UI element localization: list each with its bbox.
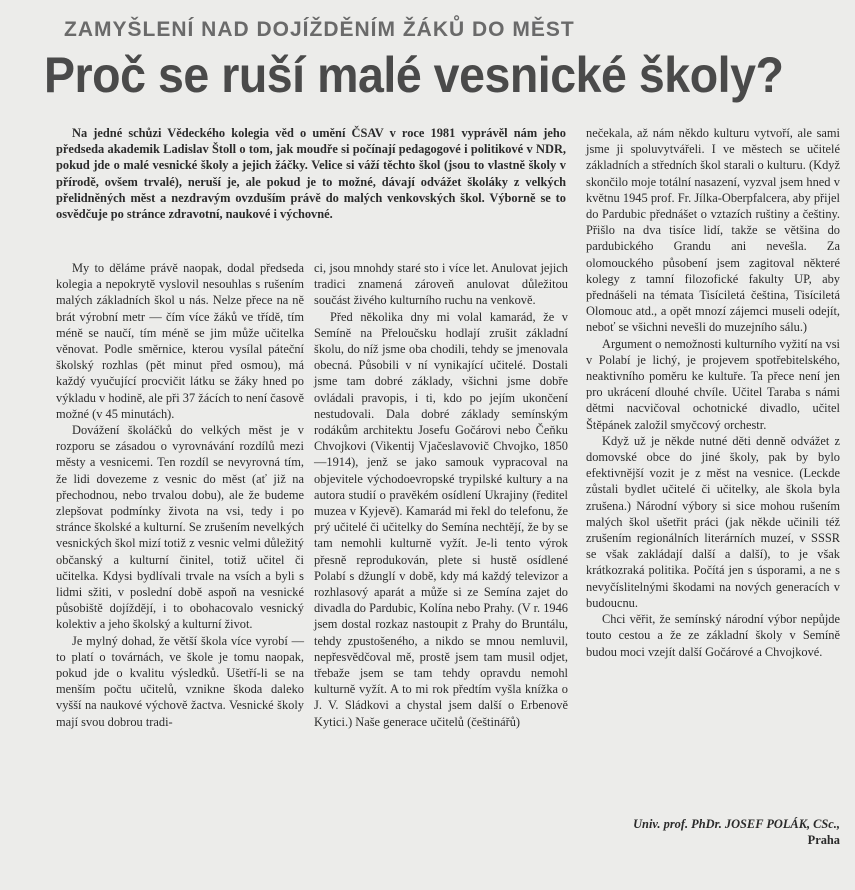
- paragraph: Argument o nemožnosti kulturního vyžití na vsi v Polabí je lichý, je projevem spotřebitelského, neaktivního poměru ke kultuře. Ta přece není jen pro ukrácení dlouhé chvíle. Učitel Taraba s námi dětmi nacvičoval ochotnické divadlo, učitel Štěpánek založil smyčcový orchestr.: [586, 336, 840, 432]
- author-name: Univ. prof. PhDr. JOSEF POLÁK, CSc.,: [633, 817, 840, 831]
- article-kicker: ZAMYŠLENÍ NAD DOJÍŽDĚNÍM ŽÁKŮ DO MĚST: [64, 18, 575, 41]
- paragraph: My to děláme právě naopak, dodal předseda kolegia a nepokrytě vyslovil nesouhlas s rušením malých základních škol u nás. Nelze přece na ně brát výrobní metr — čím více žáků ve třídě, tím méně se naučí, tím méně se jim může učitelka věnovat. Podle směrnice, kterou vysílal páteční školský rozhlas (pět minut před osmou), má každý vyučující procvičit látku se žáky hned po výkladu v hodině, ale při 37 žácích to není časově možné (v 45 minutách).: [56, 261, 304, 421]
- paragraph: Dovážení školáčků do velkých měst je v rozporu se zásadou o vyrovnávání rozdílů mezi městy a vesnicemi. Ten rozdíl se nevyrovná tím, že lidi dovezeme z vesnic do měst (ať již na přechodnou, nebo trvalou dobu), ale že budeme zlepšovat podmínky života na vsi, tedy i po stránce školské a kulturní. Se zrušením nevelkých vesnických škol mizí totiž z vesnic velmi důležitý občanský a kulturní činitel, totiž učitel či učitelka. Kdysi bydlívali trvale na vsích a byli s lidmi sžiti, v poslední době aspoň na vesnické působiště dojíždějí, i to obohacovalo vesnický kolektiv a jeho školský a kulturní život.: [56, 423, 304, 632]
- paragraph: Je mylný dohad, že větší škola více vyrobí — to platí o továrnách, ve škole je tomu naopak, pokud jde o kvalitu výsledků. Ušetří-li se na menším počtu učitelů, vznikne škoda daleko vyšší na naukové výchově žactva. Vesnické školy mají svou dobrou tradi-: [56, 633, 304, 729]
- column-1: [56, 260, 304, 730]
- paragraph: ci, jsou mnohdy staré sto i více let. Anulovat jejich tradici znamená zároveň anulovat důležitou součást živého kulturního ruchu na venkově.: [314, 261, 568, 308]
- paragraph: nečekala, až nám někdo kulturu vytvoří, ale sami jsme ji spoluvytvářeli. I ve městech se učitelé základních a středních škol starali o kulturu. (Když skončilo moje totální nasazení, vyzval jsem hned v květnu 1945 prof. Fr. Jílka-Oberpfalcera, aby přijel do Pardubic přednášet o vztazích ruštiny a češtiny. Přišlo na dva tisíce lidí, takže se většina do pardubického Grandu ani nevešla. Za olomouckého působení jsem zagitoval některé kolegy z tamní filozofické fakulty UP, aby přednášeli na témata Tisíciletá čeština, Tisíciletá Olomouc atd., a opět mnozí zájemci museli odejít, neboť se všichni nevešli do muzejního sálu.): [586, 126, 840, 335]
- author-signature: [586, 816, 840, 848]
- author-city: Praha: [807, 833, 840, 847]
- column-3: [586, 125, 840, 660]
- paragraph: Když už je někde nutné děti denně odvážet z domovské obce do jiné školy, pak by bylo efektivnější vozit je z měst na vesnice. (Leckde zůstali bydlet učitelé či učitelky, ale škola byla zrušena.) Národní výbory si sice mohou rušením malých škol ušetřit práci (jak někde učinili též zrušením regionálních literárních muzeí, v SSSR se však zakládají další a další), to je však krátkozraká politika. Počítá jen s úsporami, a ne s nevyčíslitelnými škodami na nových generacích v budoucnu.: [586, 433, 840, 610]
- article-lead: [56, 125, 566, 222]
- column-2: [314, 260, 568, 730]
- paragraph: Chci věřit, že semínský národní výbor nepůjde touto cestou a že ze základní školy v Semíně budou moci vzejít další Gočárové a Chvojkové.: [586, 612, 840, 659]
- lead-paragraph: Na jedné schůzi Vědeckého kolegia věd o umění ČSAV v roce 1981 vyprávěl nám jeho předseda akademik Ladislav Štoll o tom, jak moudře si počínají pedagogové i politikové v NDR, pokud jde o malé vesnické školy a jejich žáčky. Velice si váží těchto škol (jsou to vlastně školy v přírodě, ovšem trvalé), neruší je, ale pokud je to možné, dávají odvážet školáky z velkých přelidněných měst a nezdravým ovzduším právě do malých venkovských škol. Výborně se to osvědčuje po stránce zdravotní, naukové i výchovné.: [56, 126, 566, 222]
- article-headline: Proč se ruší malé vesnické školy?: [44, 47, 784, 103]
- paragraph: Před několika dny mi volal kamarád, že v Semíně na Přeloučsku hodlají zrušit základní školu, do níž jsme oba chodili, tehdy se jmenovala obecná. Působili v ní vynikající učitelé. Dostali jsme tam dobré základy, všichni jsme dobře ovládali pravopis, i ti, kdo po jejím ukončení nestudovali. Dala dobré základy semínským rodákům architektu Josefu Gočárovi nebo Čeňku Chvojkovi (Vikentij Vjačeslavovič Chvojko, 1850—1914), jenž se jako samouk vypracoval na objevitele východoevropské trypilské kultury a na autora studií o pravěkém osídlení Ukrajiny (ředitel muzea v Kyjevě). Kamarád mi řekl do telefonu, že prý učitelé či učitelky do Semína nechtějí, že by se tam nemohli kulturně vyžít. Je-li tento výrok přesně reprodukován, plete si hustě osídlené Polabí s džunglí v době, kdy má každý televizor a rozhlasový aparát a může si ze Semína zajet do divadla do Pardubic, Kolína nebo Prahy. (V r. 1946 jsem dostal rozkaz nastoupit z Prahy do Bruntálu, tehdy zpustošeného, a nikdo se mnou nemluvil, nepřesvědčoval mě, prostě jsem tam musil odjet, třebaže jsem se tam tehdy opravdu nemohl kulturně vyžít. A to mi rok předtím vyšla knížka o J. V. Sládkovi a chystal jsem další o Erbenově Kytici.) Naše generace učitelů (češtinářů): [314, 309, 568, 729]
